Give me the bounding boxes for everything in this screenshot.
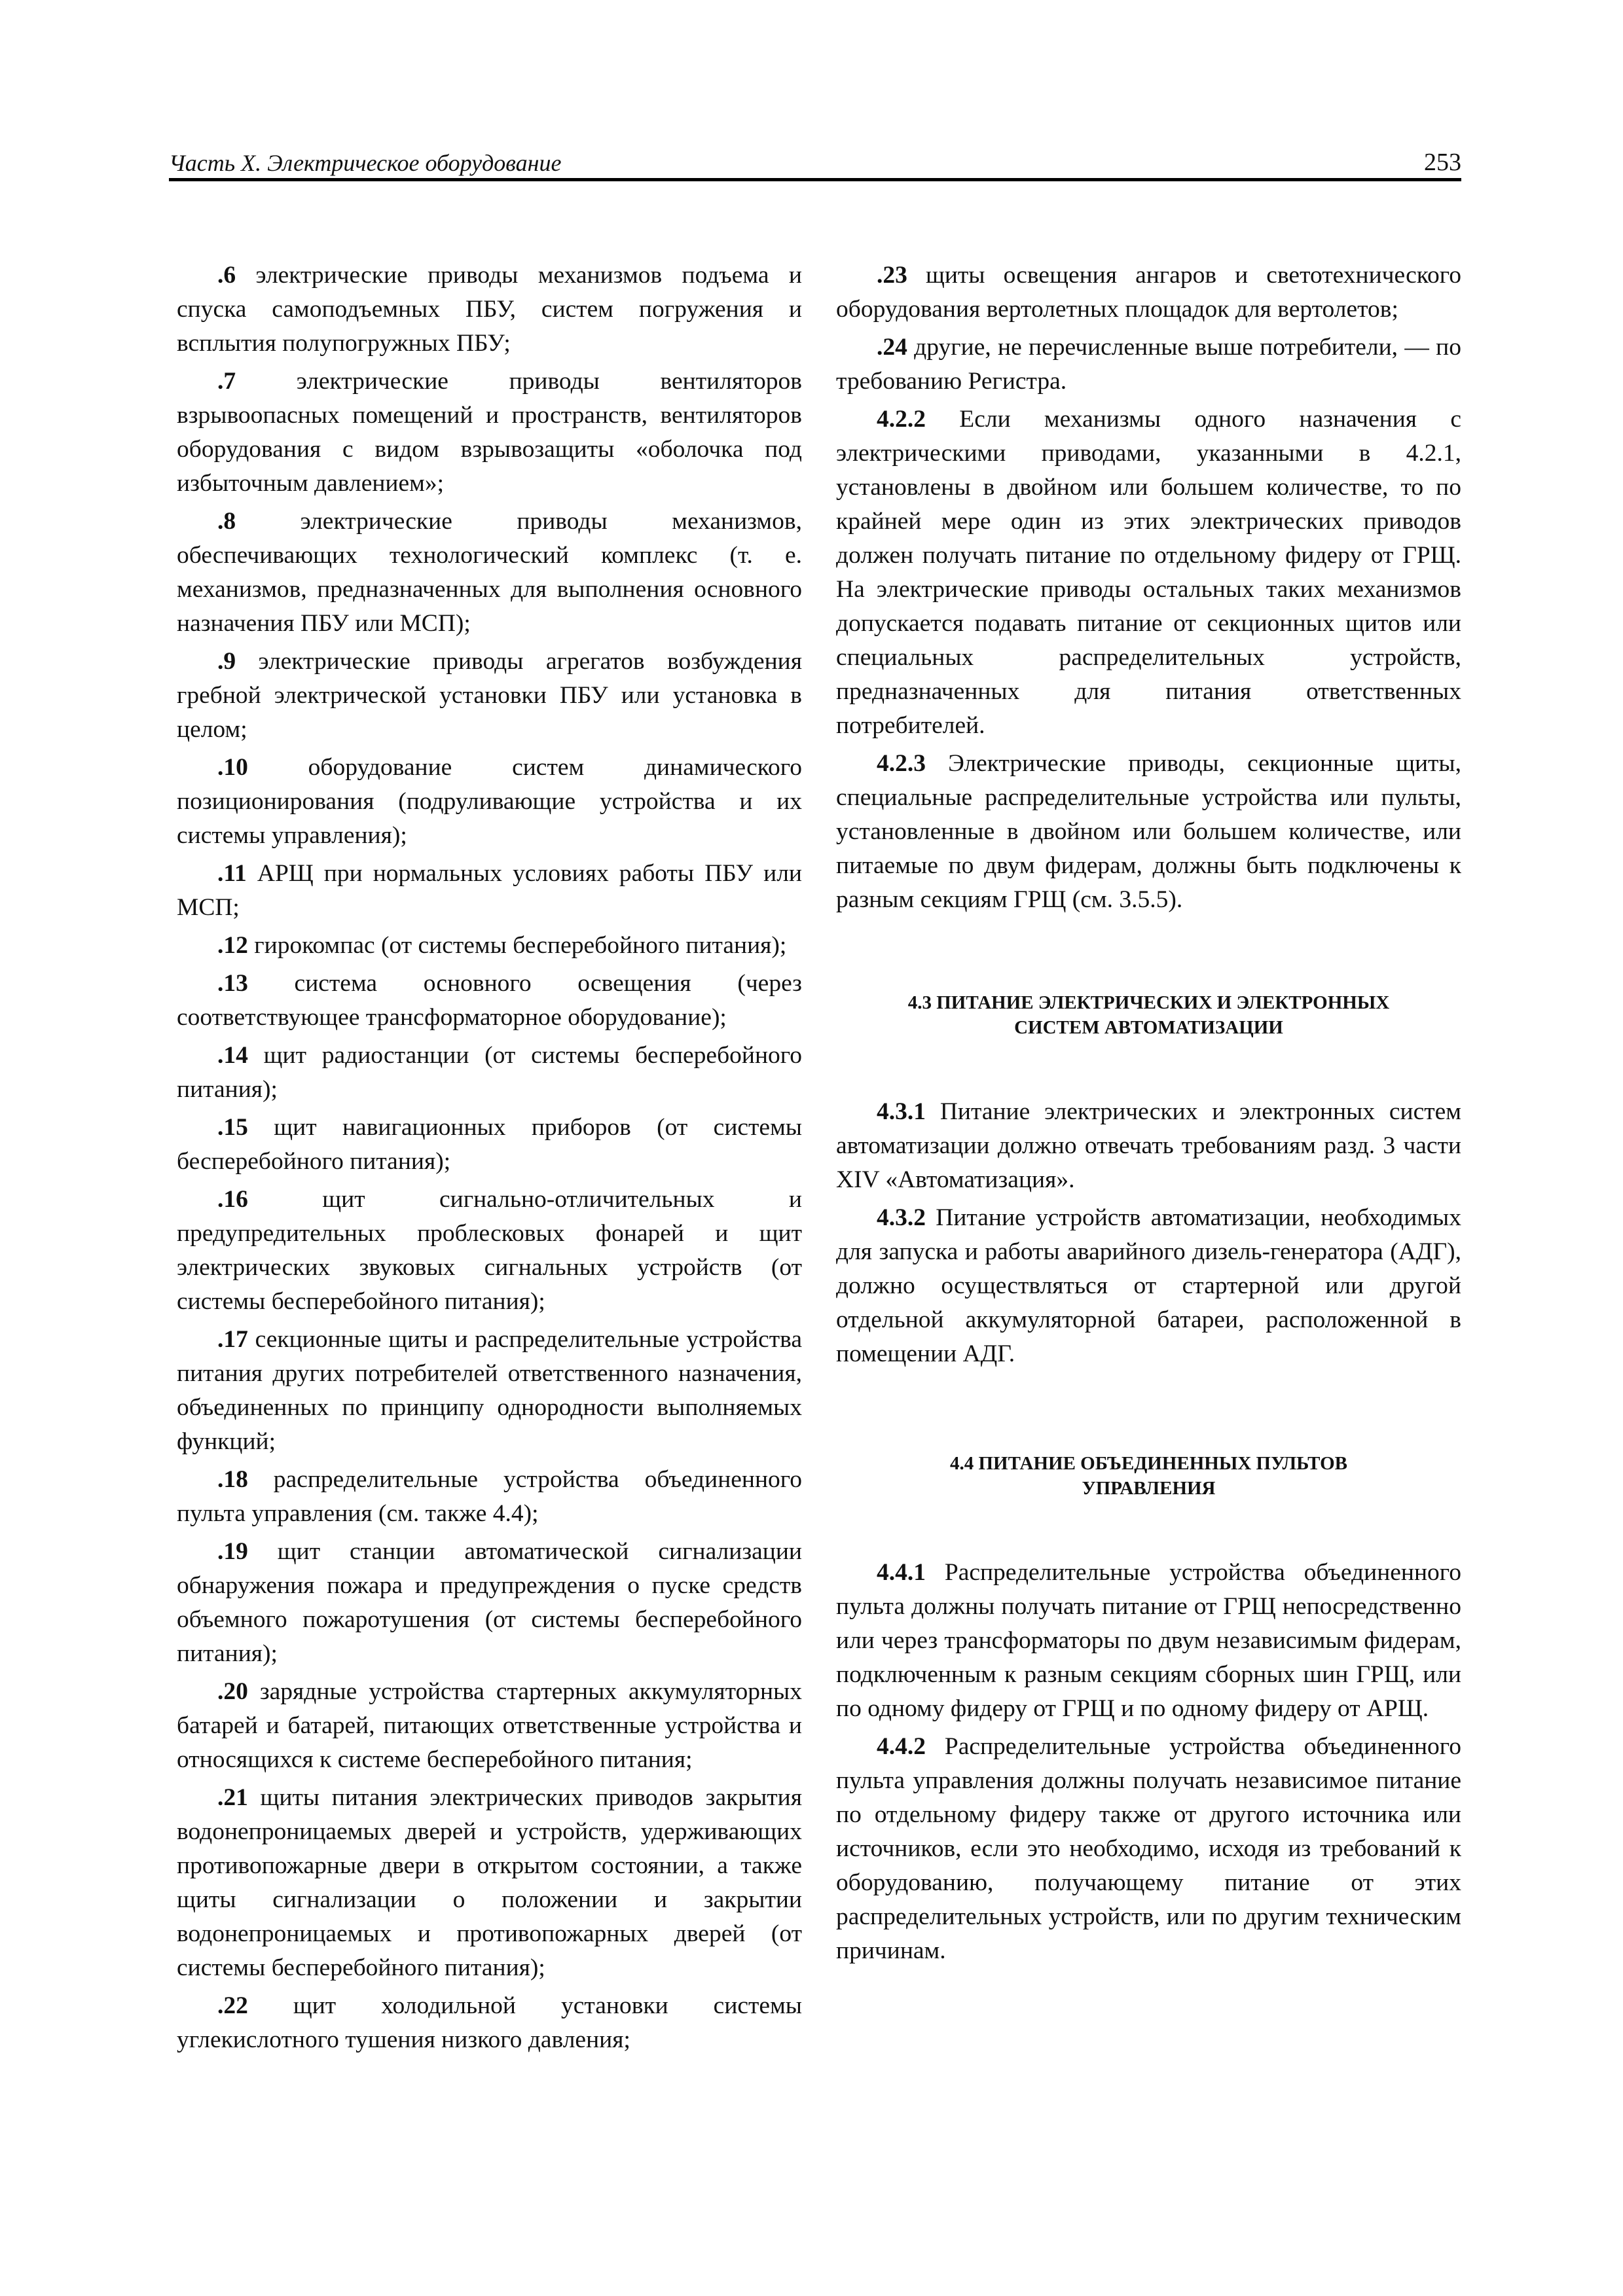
list-item: .19 щит станции автоматической сигнализации обнаружения пожара и предупреждения о пуске средств объемного пожаротушения (от системы бесперебойного питания); [177,1538,802,1667]
list-item: .6 электрические приводы механизмов подъема и спуска самоподъемных ПБУ, систем погружения и всплытия полупогружных ПБУ; [177,262,802,357]
header-title: Часть X. Электрическое оборудование [169,150,562,176]
list-item: .8 электрические приводы механизмов, обеспечивающих технологический комплекс (т. е. механизмов, предназначенных для выполнения основного назначения ПБУ или МСП); [177,508,802,637]
paragraph: 4.3.2 Питание устройств автоматизации, необходимых для запуска и работы аварийного дизель-генератора (АДГ), должно осуществляться от стартерной или другой отдельной аккумуляторной батареи, расположенной в помещении АДГ. [836,1204,1461,1367]
list-item: .22 щит холодильной установки системы углекислотного тушения низкого давления; [177,1992,802,2053]
running-header [169,145,1461,181]
section-heading-4-3: 4.3 ПИТАНИЕ ЭЛЕКТРИЧЕСКИХ И ЭЛЕКТРОННЫХ СИСТЕМ АВТОМАТИЗАЦИИ [907,992,1390,1038]
list-item: .21 щиты питания электрических приводов закрытия водонепроницаемых дверей и устройств, удерживающих противопожарные двери в открытом состоянии, а также щиты сигнализации о положении и закрытии водонепроницаемых и противопожарных дверей (от системы бесперебойного питания); [177,1784,802,1981]
paragraph: 4.4.2 Распределительные устройства объединенного пульта управления должны получать независимое питание по отдельному фидеру также от другого источника или источников, если это необходимо, исходя из требований к оборудованию, получающему питание от этих распределительных устройств, или по другим техническим причинам. [836,1733,1461,1964]
list-item: .9 электрические приводы агрегатов возбуждения гребной электрической установки ПБУ или установка в целом; [177,648,802,743]
list-item: .15 щит навигационных приборов (от системы бесперебойного питания); [177,1114,802,1175]
list-item: .17 секционные щиты и распределительные устройства питания других потребителей ответственного назначения, объединенных по принципу однородности выполняемых функций; [177,1326,802,1455]
list-item: .23 щиты освещения ангаров и светотехнического оборудования вертолетных площадок для вертолетов; [836,262,1461,323]
list-item: .18 распределительные устройства объединенного пульта управления (см. также 4.4); [177,1466,802,1527]
list-item: .14 щит радиостанции (от системы бесперебойного питания); [177,1042,802,1103]
list-item: .11 АРЩ при нормальных условиях работы ПБУ или МСП; [177,860,802,921]
list-item: .20 зарядные устройства стартерных аккумуляторных батарей и батарей, питающих ответственные устройства и относящихся к системе бесперебойного питания; [177,1678,802,1773]
list-item: .16 щит сигнально-отличительных и предупредительных проблесковых фонарей и щит электрических звуковых сигнальных устройств (от системы бесперебойного питания); [177,1186,802,1315]
paragraph: 4.4.1 Распределительные устройства объединенного пульта должны получать питание от ГРЩ непосредственно или через трансформаторы по двум независимым фидерам, подключенным к разным секциям сборных шин ГРЩ, или по одному фидеру от ГРЩ и по одному фидеру от АРЩ. [836,1559,1461,1722]
list-item: .13 система основного освещения (через соответствующее трансформаторное оборудование); [177,970,802,1031]
list-item: .7 электрические приводы вентиляторов взрывоопасных помещений и пространств, вентиляторов оборудования с видом взрывозащиты «оболочка под избыточным давлением»; [177,368,802,497]
list-item: .24 другие, не перечисленные выше потребители, — по требованию Регистра. [836,334,1461,395]
list-item: .12 гирокомпас (от системы бесперебойного питания); [217,932,787,959]
paragraph: 4.2.3 Электрические приводы, секционные щиты, специальные распределительные устройства или пульты, установленные в двойном или большем количестве, или питаемые по двум фидерам, должны быть подключены к разным секциям ГРЩ (см. 3.5.5). [836,750,1461,913]
list-item: .10 оборудование систем динамического позиционирования (подруливающие устройства и их системы управления); [177,754,802,849]
left-column [177,259,802,2061]
paragraph: 4.2.2 Если механизмы одного назначения с электрическими приводами, указанными в 4.2.1, установлены в двойном или большем количестве, то по крайней мере один из этих электрических приводов должен получать питание по отдельному фидеру от ГРЩ. На электрические приводы остальных таких механизмов допускается подавать питание от секционных щитов или специальных распределительных устройств, предназначенных для питания ответственных потребителей. [836,406,1461,739]
page-number: 253 [1424,149,1461,176]
section-heading-4-4: 4.4 ПИТАНИЕ ОБЪЕДИНЕННЫХ ПУЛЬТОВ УПРАВЛЕНИЯ [950,1453,1347,1499]
right-column [836,259,1461,1972]
paragraph: 4.3.1 Питание электрических и электронных систем автоматизации должно отвечать требованиям разд. 3 части XIV «Автоматизация». [836,1098,1461,1193]
